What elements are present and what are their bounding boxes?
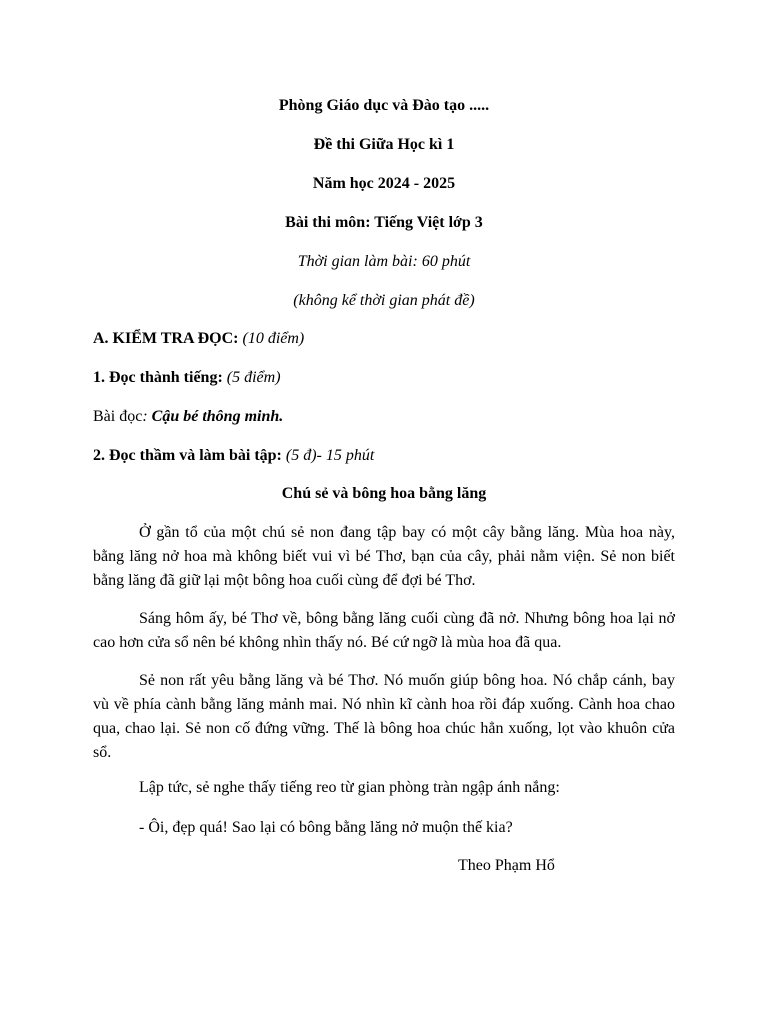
part1-title: 1. Đọc thành tiếng:: [93, 369, 223, 386]
story-paragraph: Sáng hôm ấy, bé Thơ về, bông bằng lăng cuối cùng đã nở. Nhưng bông hoa lại nở cao hơn cửa sổ nên bé không nhìn thấy nó. Bé cứ ngỡ là mùa hoa đã qua.: [93, 610, 675, 651]
part1-heading: [93, 368, 281, 388]
reading-title: Cậu bé thông minh.: [147, 408, 284, 425]
story-paragraph: Lập tức, sẻ nghe thấy tiếng reo từ gian phòng tràn ngập ánh nắng:: [139, 779, 560, 796]
department-heading: Phòng Giáo dục và Đào tạo .....: [278, 97, 490, 114]
part2-points: (5 đ)- 15 phút: [281, 447, 375, 464]
story-attribution: Theo Phạm Hổ: [458, 857, 555, 874]
part1-points: (5 điểm): [222, 369, 281, 386]
reading-colon: :: [142, 408, 148, 425]
reading-label: Bài đọc: [93, 408, 143, 425]
section-a-heading: [93, 329, 304, 349]
story-paragraph: Ở gần tổ của một chú sẻ non đang tập bay có một cây bằng lăng. Mùa hoa này, bằng lăng nở hoa mà không biết vui vì bé Thơ, bạn của cây, phải nằm viện. Sẻ non biết bằng lăng đã giữ lại một bông hoa cuối cùng để đợi bé Thơ.: [93, 524, 675, 589]
school-year: Năm học 2024 - 2025: [312, 175, 456, 192]
duration-line: Thời gian làm bài: 60 phút: [297, 253, 471, 270]
subject-line: Bài thi môn: Tiếng Việt lớp 3: [285, 214, 483, 231]
exam-title: Đề thi Giữa Học kì 1: [313, 136, 455, 153]
part2-title: 2. Đọc thầm và làm bài tập:: [93, 447, 282, 464]
story-dialogue: - Ôi, đẹp quá! Sao lại có bông bằng lăng nở muộn thế kia?: [139, 819, 513, 836]
duration-note: (không kể thời gian phát đề): [293, 292, 475, 309]
section-a-title: A. KIỂM TRA ĐỌC:: [93, 330, 239, 347]
section-a-points: (10 điểm): [238, 330, 305, 347]
part2-heading: [93, 446, 374, 466]
reading-line: [93, 407, 283, 427]
story-paragraph: Sẻ non rất yêu bằng lăng và bé Thơ. Nó muốn giúp bông hoa. Nó chắp cánh, bay vù về phía cành bằng lăng mảnh mai. Nó nhìn kĩ cành hoa rồi đáp xuống. Cành hoa chao qua, chao lại. Sẻ non cố đứng vững. Thế là bông hoa chúc hẳn xuống, lọt vào khuôn cửa sổ.: [93, 672, 675, 761]
story-title: Chú sẻ và bông hoa bằng lăng: [281, 485, 487, 502]
